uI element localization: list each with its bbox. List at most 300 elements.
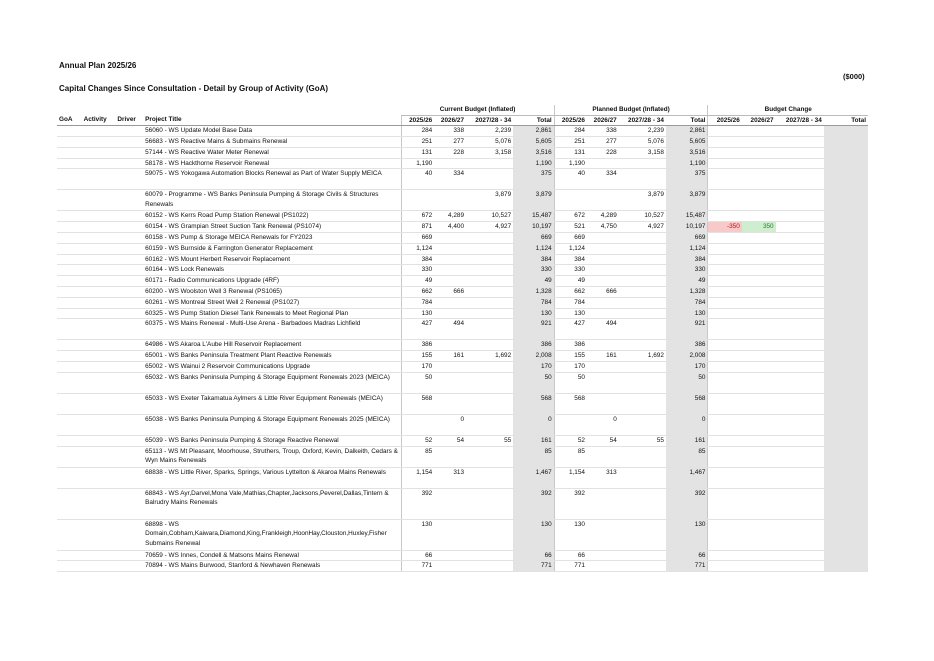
activity-cell [82, 232, 116, 243]
activity-cell [82, 147, 116, 158]
planned-2025-cell: 427 [554, 319, 587, 340]
change-2027-34-cell [776, 488, 824, 519]
change-2027-34-cell [776, 372, 824, 393]
planned-2027-34-cell [619, 308, 666, 319]
current-2025-cell: 49 [401, 276, 434, 287]
current-2027-34-cell [466, 467, 513, 488]
goa-cell [57, 319, 82, 340]
change-2026-cell [742, 351, 776, 362]
current-2026-cell: 334 [434, 169, 466, 190]
change-2025-cell [708, 169, 742, 190]
goa-cell [57, 136, 82, 147]
current-2027-34-cell [466, 319, 513, 340]
planned-2025-cell [554, 190, 587, 211]
change-total-cell [824, 372, 868, 393]
planned-2026-cell [587, 190, 619, 211]
current-2025-cell: 392 [401, 488, 434, 519]
project-title-cell: 60154 - WS Grampian Street Suction Tank Renewal (PS1074) [143, 222, 401, 233]
planned-2027-34-cell: 55 [619, 435, 666, 446]
driver-cell [115, 446, 143, 467]
change-total-cell [824, 232, 868, 243]
change-2027-34-cell [776, 243, 824, 254]
change-2026-cell [742, 467, 776, 488]
change-2026-cell [742, 446, 776, 467]
change-2026-cell [742, 319, 776, 340]
table-row [57, 319, 868, 340]
goa-cell [57, 488, 82, 519]
planned-2025-cell: 771 [554, 561, 587, 572]
table-row [57, 308, 868, 319]
change-2026-cell [742, 435, 776, 446]
planned-2027-34-cell [619, 297, 666, 308]
table-row [57, 126, 868, 137]
report-title: Annual Plan 2025/26 [59, 61, 137, 70]
planned-2026-cell [587, 561, 619, 572]
activity-cell [82, 169, 116, 190]
planned-2026-cell: 313 [587, 467, 619, 488]
current-2025-cell [401, 190, 434, 211]
current-total-cell: 1,467 [513, 467, 554, 488]
current-2025-cell: 155 [401, 351, 434, 362]
driver-cell [115, 211, 143, 222]
current-2026-cell [434, 190, 466, 211]
goa-cell [57, 211, 82, 222]
current-2025-cell: 1,154 [401, 467, 434, 488]
project-title-cell: 60171 - Radio Communications Upgrade (4RF) [143, 276, 401, 287]
change-2027-34-cell [776, 361, 824, 372]
current-2026-cell [434, 308, 466, 319]
change-total-cell [824, 211, 868, 222]
current-2027-34-cell [466, 158, 513, 169]
project-title-cell: 65001 - WS Banks Peninsula Treatment Plant Reactive Renewals [143, 351, 401, 362]
current-total-cell: 49 [513, 276, 554, 287]
change-2025-cell [708, 319, 742, 340]
table-row [57, 265, 868, 276]
current-total-header: Total [513, 115, 554, 126]
goa-cell [57, 393, 82, 414]
driver-cell [115, 308, 143, 319]
current-total-cell: 568 [513, 393, 554, 414]
table-row [57, 519, 868, 550]
project-title-cell: 65033 - WS Exeter Takamatua Aylmers & Little River Equipment Renewals (MEICA) [143, 393, 401, 414]
planned-2025-cell: 170 [554, 361, 587, 372]
activity-cell [82, 286, 116, 297]
planned-total-cell: 392 [666, 488, 708, 519]
current-2027-34-cell [466, 488, 513, 519]
current-2025-cell: 662 [401, 286, 434, 297]
current-2026-cell [434, 393, 466, 414]
capital-changes-table [57, 105, 868, 572]
driver-cell [115, 232, 143, 243]
change-total-cell [824, 561, 868, 572]
current-2026-cell [434, 361, 466, 372]
goa-cell [57, 340, 82, 351]
planned-2025-cell: 85 [554, 446, 587, 467]
current-total-cell: 161 [513, 435, 554, 446]
activity-cell [82, 372, 116, 393]
project-title-cell: 70659 - WS Innes, Condell & Matsons Mains Renewal [143, 550, 401, 561]
current-2025-header: 2025/26 [401, 115, 434, 126]
current-2027-34-cell [466, 297, 513, 308]
current-2025-cell: 50 [401, 372, 434, 393]
current-2026-cell: 313 [434, 467, 466, 488]
current-2026-cell [434, 254, 466, 265]
driver-cell [115, 158, 143, 169]
planned-total-cell: 15,487 [666, 211, 708, 222]
activity-cell [82, 297, 116, 308]
change-total-cell [824, 550, 868, 561]
planned-2025-cell: 1,154 [554, 467, 587, 488]
change-total-cell [824, 286, 868, 297]
change-2025-cell [708, 265, 742, 276]
change-2027-34-cell [776, 351, 824, 362]
current-2026-cell [434, 446, 466, 467]
change-2027-34-cell [776, 136, 824, 147]
change-2026-cell [742, 276, 776, 287]
current-2025-cell: 130 [401, 519, 434, 550]
planned-2026-cell: 4,289 [587, 211, 619, 222]
table-row [57, 372, 868, 393]
current-2026-cell [434, 276, 466, 287]
current-total-cell: 0 [513, 414, 554, 435]
change-2025-cell [708, 488, 742, 519]
change-2027-34-cell [776, 435, 824, 446]
current-total-cell: 3,516 [513, 147, 554, 158]
planned-2027-34-cell [619, 488, 666, 519]
table-row [57, 297, 868, 308]
current-2027-34-cell [466, 361, 513, 372]
change-2027-34-cell [776, 308, 824, 319]
goa-cell [57, 372, 82, 393]
planned-2026-cell [587, 308, 619, 319]
change-2027-34-cell [776, 169, 824, 190]
planned-total-cell: 384 [666, 254, 708, 265]
current-total-cell: 5,605 [513, 136, 554, 147]
change-total-cell [824, 190, 868, 211]
current-2025-cell: 386 [401, 340, 434, 351]
planned-2027-34-cell: 4,927 [619, 222, 666, 233]
change-total-cell [824, 351, 868, 362]
planned-2025-cell: 669 [554, 232, 587, 243]
planned-2026-cell: 228 [587, 147, 619, 158]
current-2027-34-header: 2027/28 - 34 [466, 115, 513, 126]
project-title-cell: 65002 - WS Wainui 2 Reservoir Communications Upgrade [143, 361, 401, 372]
planned-2025-cell: 521 [554, 222, 587, 233]
current-2025-cell: 1,190 [401, 158, 434, 169]
current-total-cell: 384 [513, 254, 554, 265]
goa-cell [57, 467, 82, 488]
planned-total-cell: 3,879 [666, 190, 708, 211]
capital-changes-table-container [57, 105, 868, 572]
planned-total-cell: 66 [666, 550, 708, 561]
driver-cell [115, 265, 143, 276]
change-2027-34-cell [776, 147, 824, 158]
change-total-cell [824, 297, 868, 308]
change-total-cell [824, 340, 868, 351]
current-2026-cell: 54 [434, 435, 466, 446]
planned-2027-34-cell [619, 319, 666, 340]
change-2025-cell [708, 467, 742, 488]
change-total-cell [824, 319, 868, 340]
planned-2027-34-cell: 1,692 [619, 351, 666, 362]
planned-2027-34-cell [619, 446, 666, 467]
current-2027-34-cell: 3,879 [466, 190, 513, 211]
change-total-cell [824, 361, 868, 372]
activity-cell [82, 276, 116, 287]
change-total-cell [824, 276, 868, 287]
project-title-cell: 59075 - WS Yokogawa Automation Blocks Renewal as Part of Water Supply MEICA [143, 169, 401, 190]
planned-2027-34-cell [619, 372, 666, 393]
planned-2026-cell [587, 550, 619, 561]
current-2026-cell: 4,400 [434, 222, 466, 233]
change-2026-cell [742, 414, 776, 435]
current-2025-cell: 1,124 [401, 243, 434, 254]
current-2027-34-cell: 3,158 [466, 147, 513, 158]
planned-total-cell: 330 [666, 265, 708, 276]
project-title-cell: 60375 - WS Mains Renewal - Multi-Use Arena - Barbadoes Madras Lichfield [143, 319, 401, 340]
change-total-cell [824, 446, 868, 467]
project-title-cell: 65113 - WS Mt Pleasant, Moorhouse, Struthers, Troup, Oxford, Kevin, Dalkeith, Cedars & Wyn Mains Renewals [143, 446, 401, 467]
planned-total-cell: 5,605 [666, 136, 708, 147]
change-2025-header: 2025/26 [708, 115, 742, 126]
activity-header: Activity [82, 115, 116, 126]
current-2025-cell: 427 [401, 319, 434, 340]
planned-2027-34-cell [619, 169, 666, 190]
change-total-cell [824, 254, 868, 265]
change-2027-34-cell [776, 265, 824, 276]
activity-cell [82, 488, 116, 519]
driver-cell [115, 190, 143, 211]
planned-2025-cell: 284 [554, 126, 587, 137]
current-2027-34-cell [466, 561, 513, 572]
planned-total-cell: 0 [666, 414, 708, 435]
change-2025-cell [708, 190, 742, 211]
planned-2027-34-cell: 3,879 [619, 190, 666, 211]
planned-2026-cell [587, 243, 619, 254]
planned-2025-cell: 330 [554, 265, 587, 276]
planned-2027-34-cell [619, 519, 666, 550]
change-2026-cell [742, 169, 776, 190]
planned-total-cell: 130 [666, 519, 708, 550]
current-total-cell: 3,879 [513, 190, 554, 211]
change-2025-cell [708, 393, 742, 414]
planned-2025-cell: 131 [554, 147, 587, 158]
driver-cell [115, 147, 143, 158]
planned-2026-cell [587, 393, 619, 414]
current-2027-34-cell [466, 414, 513, 435]
change-2025-cell [708, 308, 742, 319]
planned-total-cell: 669 [666, 232, 708, 243]
goa-cell [57, 169, 82, 190]
change-total-cell [824, 158, 868, 169]
current-2026-cell: 228 [434, 147, 466, 158]
goa-cell [57, 297, 82, 308]
planned-2026-cell: 334 [587, 169, 619, 190]
current-2025-cell: 52 [401, 435, 434, 446]
table-row [57, 414, 868, 435]
activity-cell [82, 126, 116, 137]
change-2027-34-cell [776, 211, 824, 222]
planned-2026-cell: 277 [587, 136, 619, 147]
goa-cell [57, 308, 82, 319]
report-subtitle: Capital Changes Since Consultation - Detail by Group of Activity (GoA) [59, 84, 329, 93]
planned-2027-34-cell [619, 232, 666, 243]
current-2027-34-cell: 10,527 [466, 211, 513, 222]
planned-2025-cell: 672 [554, 211, 587, 222]
planned-2026-cell: 54 [587, 435, 619, 446]
project-title-cell: 60200 - WS Woolston Well 3 Renewal (PS1065) [143, 286, 401, 297]
current-2025-cell [401, 414, 434, 435]
current-2025-cell: 130 [401, 308, 434, 319]
change-2025-cell [708, 340, 742, 351]
planned-2026-cell [587, 158, 619, 169]
activity-cell [82, 265, 116, 276]
current-total-cell: 50 [513, 372, 554, 393]
activity-cell [82, 467, 116, 488]
table-row [57, 232, 868, 243]
table-row [57, 435, 868, 446]
current-2025-cell: 672 [401, 211, 434, 222]
current-2027-34-cell [466, 372, 513, 393]
change-2027-34-cell [776, 446, 824, 467]
change-total-cell [824, 147, 868, 158]
planned-2027-34-cell [619, 561, 666, 572]
change-2025-cell [708, 519, 742, 550]
change-total-cell [824, 467, 868, 488]
current-2027-34-cell: 5,076 [466, 136, 513, 147]
planned-2027-34-cell: 3,158 [619, 147, 666, 158]
project-title-cell: 70894 - WS Mains Burwood, Stanford & Newhaven Renewals [143, 561, 401, 572]
planned-2027-34-cell [619, 286, 666, 297]
activity-cell [82, 136, 116, 147]
change-2027-34-cell [776, 158, 824, 169]
table-row [57, 147, 868, 158]
current-total-cell: 1,124 [513, 243, 554, 254]
current-2027-34-cell [466, 243, 513, 254]
project-title-header: Project Title [143, 115, 401, 126]
change-2027-34-cell [776, 340, 824, 351]
table-row [57, 211, 868, 222]
planned-2027-34-cell: 2,239 [619, 126, 666, 137]
driver-cell [115, 136, 143, 147]
change-2026-cell [742, 254, 776, 265]
driver-cell [115, 488, 143, 519]
current-total-cell: 130 [513, 519, 554, 550]
planned-2025-cell: 386 [554, 340, 587, 351]
planned-2025-cell: 52 [554, 435, 587, 446]
planned-total-cell: 85 [666, 446, 708, 467]
change-total-cell [824, 243, 868, 254]
planned-total-cell: 1,190 [666, 158, 708, 169]
table-row [57, 561, 868, 572]
change-2027-34-cell [776, 232, 824, 243]
change-2027-34-cell [776, 126, 824, 137]
change-2025-cell [708, 158, 742, 169]
current-total-cell: 330 [513, 265, 554, 276]
change-2025-cell [708, 126, 742, 137]
change-2026-cell [742, 243, 776, 254]
change-2025-cell [708, 550, 742, 561]
change-2026-cell [742, 519, 776, 550]
driver-cell [115, 550, 143, 561]
current-2026-cell: 494 [434, 319, 466, 340]
current-budget-header: Current Budget (Inflated) [401, 105, 554, 115]
planned-total-cell: 170 [666, 361, 708, 372]
change-total-cell [824, 126, 868, 137]
change-2026-cell [742, 126, 776, 137]
current-2025-cell: 85 [401, 446, 434, 467]
change-2027-34-cell [776, 467, 824, 488]
current-2027-34-cell [466, 446, 513, 467]
change-2025-cell [708, 297, 742, 308]
planned-budget-header: Planned Budget (Inflated) [554, 105, 708, 115]
driver-cell [115, 243, 143, 254]
goa-cell [57, 550, 82, 561]
current-2027-34-cell [466, 254, 513, 265]
current-total-cell: 669 [513, 232, 554, 243]
activity-cell [82, 561, 116, 572]
current-2027-34-cell: 1,692 [466, 351, 513, 362]
driver-cell [115, 297, 143, 308]
project-title-cell: 60261 - WS Montreal Street Well 2 Renewal (PS1027) [143, 297, 401, 308]
change-2026-cell [742, 190, 776, 211]
change-total-cell [824, 414, 868, 435]
change-2025-cell [708, 136, 742, 147]
change-2026-cell [742, 158, 776, 169]
activity-cell [82, 519, 116, 550]
change-2027-34-cell [776, 222, 824, 233]
planned-2026-cell [587, 488, 619, 519]
project-title-cell: 65039 - WS Banks Peninsula Pumping & Storage Reactive Renewal [143, 435, 401, 446]
change-2026-cell [742, 550, 776, 561]
planned-total-cell: 1,124 [666, 243, 708, 254]
planned-total-cell: 921 [666, 319, 708, 340]
current-total-cell: 2,861 [513, 126, 554, 137]
current-2027-34-cell: 4,927 [466, 222, 513, 233]
planned-2025-cell: 662 [554, 286, 587, 297]
planned-2026-cell [587, 361, 619, 372]
change-total-cell [824, 488, 868, 519]
current-total-cell: 170 [513, 361, 554, 372]
change-2026-cell [742, 136, 776, 147]
activity-cell [82, 414, 116, 435]
change-2025-cell [708, 232, 742, 243]
planned-2026-cell [587, 232, 619, 243]
activity-cell [82, 190, 116, 211]
current-2026-cell [434, 232, 466, 243]
change-2026-cell [742, 340, 776, 351]
planned-2026-header: 2026/27 [587, 115, 619, 126]
planned-2026-cell: 161 [587, 351, 619, 362]
current-2026-cell: 666 [434, 286, 466, 297]
goa-cell [57, 265, 82, 276]
planned-2025-cell: 568 [554, 393, 587, 414]
change-2025-cell [708, 351, 742, 362]
planned-2026-cell: 494 [587, 319, 619, 340]
current-2026-cell [434, 340, 466, 351]
activity-cell [82, 319, 116, 340]
table-row [57, 190, 868, 211]
current-2027-34-cell: 2,239 [466, 126, 513, 137]
planned-2025-cell: 392 [554, 488, 587, 519]
planned-2027-34-cell [619, 340, 666, 351]
planned-2026-cell [587, 297, 619, 308]
planned-total-cell: 161 [666, 435, 708, 446]
current-2027-34-cell [466, 519, 513, 550]
change-2027-34-cell [776, 254, 824, 265]
change-2027-34-cell [776, 319, 824, 340]
planned-total-header: Total [666, 115, 708, 126]
